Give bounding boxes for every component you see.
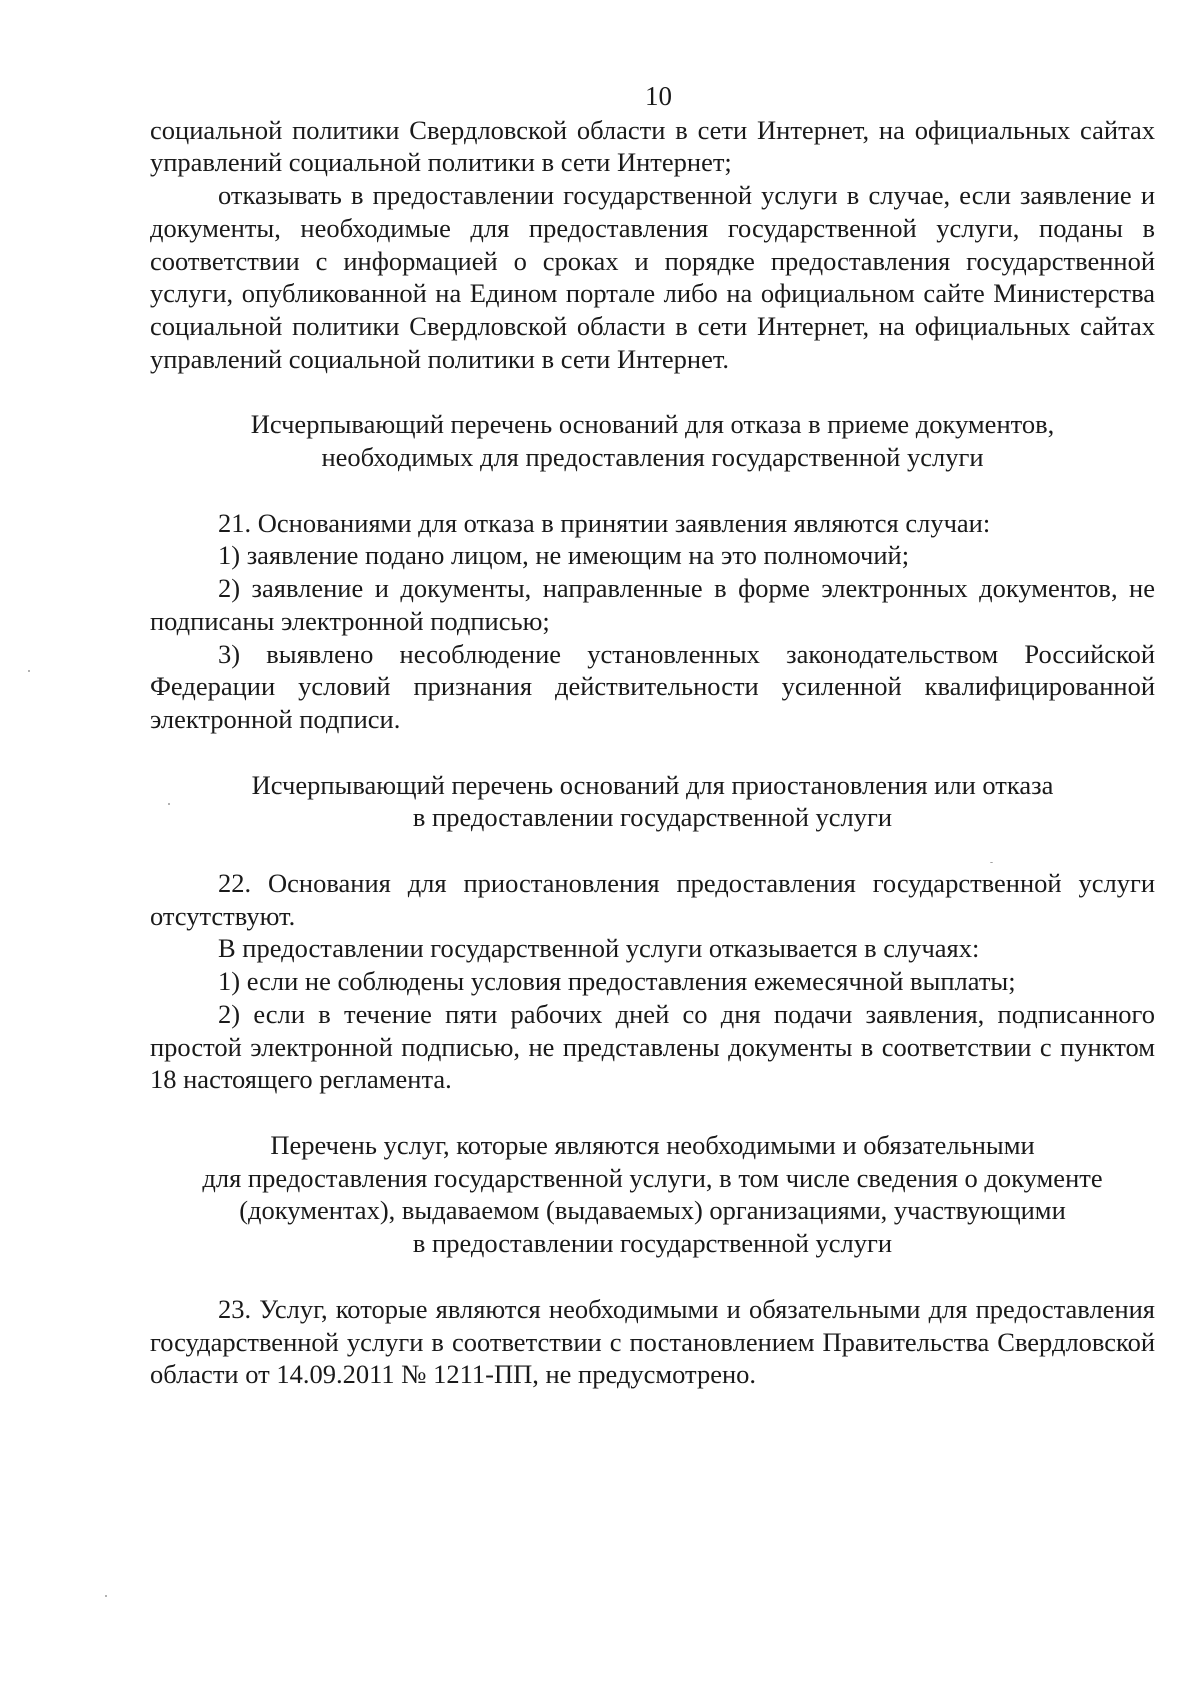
paragraph-refusal-prohibition: отказывать в предоставлении государственной услуги в случае, если заявление и документы, необходимые для предоставления государственной услуги, поданы в соответствии с информацией о сроках и порядке предоставления государственной услуги, опубликованной на Едином портале либо на официальном сайте Министерства социальной политики Свердловской области в сети Интернет, на официальных сайтах управлений социальной политики в сети Интернет. bbox=[150, 180, 1155, 374]
section-heading-suspension-refusal bbox=[150, 769, 1155, 834]
paragraph-22-refusal-intro: В предоставлении государственной услуги отказывается в случаях: bbox=[218, 933, 980, 964]
page-number: 10 bbox=[645, 81, 672, 111]
paragraph-22: 22. Основания для приостановления предоставления государственной услуги отсутствуют. bbox=[150, 868, 1155, 931]
heading-line: (документах), выдаваемом (выдаваемых) организациями, участвующими bbox=[239, 1195, 1066, 1226]
scan-speck bbox=[28, 670, 30, 672]
heading-line: в предоставлении государственной услуги bbox=[412, 802, 893, 833]
scan-speck bbox=[105, 1595, 107, 1597]
document-page bbox=[150, 80, 1155, 1391]
section-heading-required-services bbox=[150, 1129, 1155, 1260]
heading-line: в предоставлении государственной услуги bbox=[412, 1228, 893, 1259]
paragraph-21-item-2: 2) заявление и документы, направленные в форме электронных документов, не подписаны электронной подписью; bbox=[150, 573, 1155, 636]
heading-line: Перечень услуг, которые являются необходимыми и обязательными bbox=[270, 1129, 1035, 1160]
paragraph-continuation: социальной политики Свердловской области в сети Интернет, на официальных сайтах управлений социальной политики в сети Интернет; bbox=[150, 114, 1155, 178]
paragraph-21-item-1: 1) заявление подано лицом, не имеющим на это полномочий; bbox=[218, 540, 910, 571]
heading-line: Исчерпывающий перечень оснований для приостановления или отказа bbox=[251, 769, 1054, 800]
paragraph-22-item-1: 1) если не соблюдены условия предоставления ежемесячной выплаты; bbox=[218, 966, 1016, 997]
section-heading-document-refusal bbox=[150, 408, 1155, 473]
heading-line: Исчерпывающий перечень оснований для отказа в приеме документов, bbox=[250, 409, 1055, 440]
heading-line: необходимых для предоставления государственной услуги bbox=[321, 442, 984, 473]
scan-speck bbox=[168, 803, 170, 805]
paragraph-21-item-3: 3) выявлено несоблюдение установленных законодательством Российской Федерации условий признания действительности усиленной квалифицированной электронной подписи. bbox=[150, 638, 1155, 734]
paragraph-22-item-2: 2) если в течение пяти рабочих дней со дня подачи заявления, подписанного простой электронной подписью, не представлены документы в соответствии с пунктом 18 настоящего регламента. bbox=[150, 998, 1155, 1095]
scan-speck bbox=[990, 862, 993, 863]
paragraph-21: 21. Основаниями для отказа в принятии заявления являются случаи: bbox=[218, 507, 991, 538]
heading-line: для предоставления государственной услуги, в том числе сведения о документе bbox=[202, 1162, 1103, 1193]
paragraph-23: 23. Услуг, которые являются необходимыми и обязательными для предоставления государственной услуги в соответствии с постановлением Правительства Свердловской области от 14.09.2011 № 1211-ПП, не предусмотрено. bbox=[150, 1293, 1155, 1390]
